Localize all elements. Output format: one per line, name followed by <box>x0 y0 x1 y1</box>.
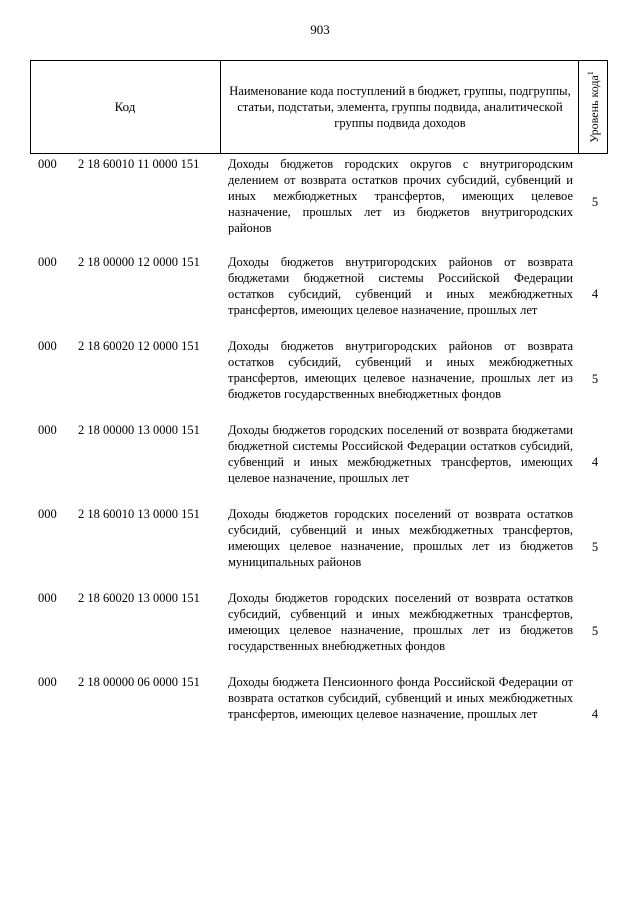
code-level: 5 <box>591 540 599 554</box>
income-code: 2 18 00000 13 0000 151 <box>78 423 200 437</box>
header-code: Код <box>114 99 136 114</box>
income-name: Доходы бюджетов внутригородских районов от возврата остатков субсидий, субвенций и иных межбюджетных трансфертов, имеющих целевое назначение, прошлых лет из бюджетов государственных внебюджетных фондов <box>228 339 573 401</box>
table-row <box>30 338 608 402</box>
income-name: Доходы бюджетов городских поселений от возврата остатков субсидий, субвенций и иных межбюджетных трансфертов, имеющих целевое назначение, прошлых лет из бюджетов муниципальных районов <box>228 507 573 569</box>
income-name: Доходы бюджетов внутригородских районов от возврата бюджетами бюджетной системы Российской Федерации остатков субсидий, субвенций и иных межбюджетных трансфертов, имеющих целевое назначение, прошлых лет <box>228 255 573 317</box>
income-code: 2 18 00000 12 0000 151 <box>78 255 200 269</box>
income-code: 2 18 00000 06 0000 151 <box>78 675 200 689</box>
code-level: 5 <box>591 624 599 638</box>
header-divider <box>220 61 221 153</box>
income-code: 2 18 60010 13 0000 151 <box>78 507 200 521</box>
income-name: Доходы бюджета Пенсионного фонда Российской Федерации от возврата остатков субсидий, субвенций и иных межбюджетных трансфертов, имеющих целевое назначение, прошлых лет <box>228 675 573 721</box>
table-row <box>30 156 608 236</box>
admin-code: 000 <box>38 339 57 353</box>
code-level: 4 <box>591 455 599 469</box>
table-row <box>30 422 608 486</box>
admin-code: 000 <box>38 675 57 689</box>
income-code: 2 18 60010 11 0000 151 <box>78 157 200 171</box>
header-level-cell <box>580 61 608 153</box>
income-code: 2 18 60020 12 0000 151 <box>78 339 200 353</box>
admin-code: 000 <box>38 507 57 521</box>
page-number: 903 <box>310 22 330 37</box>
table-row <box>30 506 608 570</box>
code-level: 4 <box>591 287 599 301</box>
header-level-footnote: 1 <box>586 71 595 76</box>
income-code: 2 18 60020 13 0000 151 <box>78 591 200 605</box>
table-header <box>30 60 608 154</box>
admin-code: 000 <box>38 157 57 171</box>
admin-code: 000 <box>38 591 57 605</box>
table-row <box>30 674 608 738</box>
header-name: Наименование кода поступлений в бюджет, группы, подгруппы, статьи, подстатьи, элемента, группы подвида, аналитической группы подвида доходов <box>229 84 571 130</box>
admin-code: 000 <box>38 423 57 437</box>
table-row <box>30 254 608 318</box>
code-level: 4 <box>591 707 599 721</box>
header-level <box>586 71 602 143</box>
income-name: Доходы бюджетов городских округов с внутригородским делением от возврата остатков прочих субсидий, субвенций и иных межбюджетных трансфертов, имеющих целевое назначение, прошлых лет из бюджетов внутригородских районов <box>228 157 573 235</box>
code-level: 5 <box>591 195 599 209</box>
header-divider <box>578 61 579 153</box>
income-name: Доходы бюджетов городских поселений от возврата бюджетами бюджетной системы Российской Федерации остатков субсидий, субвенций и иных межбюджетных трансфертов, имеющих целевое назначение, прошлых лет <box>228 423 573 485</box>
admin-code: 000 <box>38 255 57 269</box>
header-level-text: Уровень кода <box>587 75 601 143</box>
income-name: Доходы бюджетов городских поселений от возврата остатков субсидий, субвенций и иных межбюджетных трансфертов, имеющих целевое назначение, прошлых лет из бюджетов государственных внебюджетных фондов <box>228 591 573 653</box>
table-row <box>30 590 608 654</box>
code-level: 5 <box>591 372 599 386</box>
